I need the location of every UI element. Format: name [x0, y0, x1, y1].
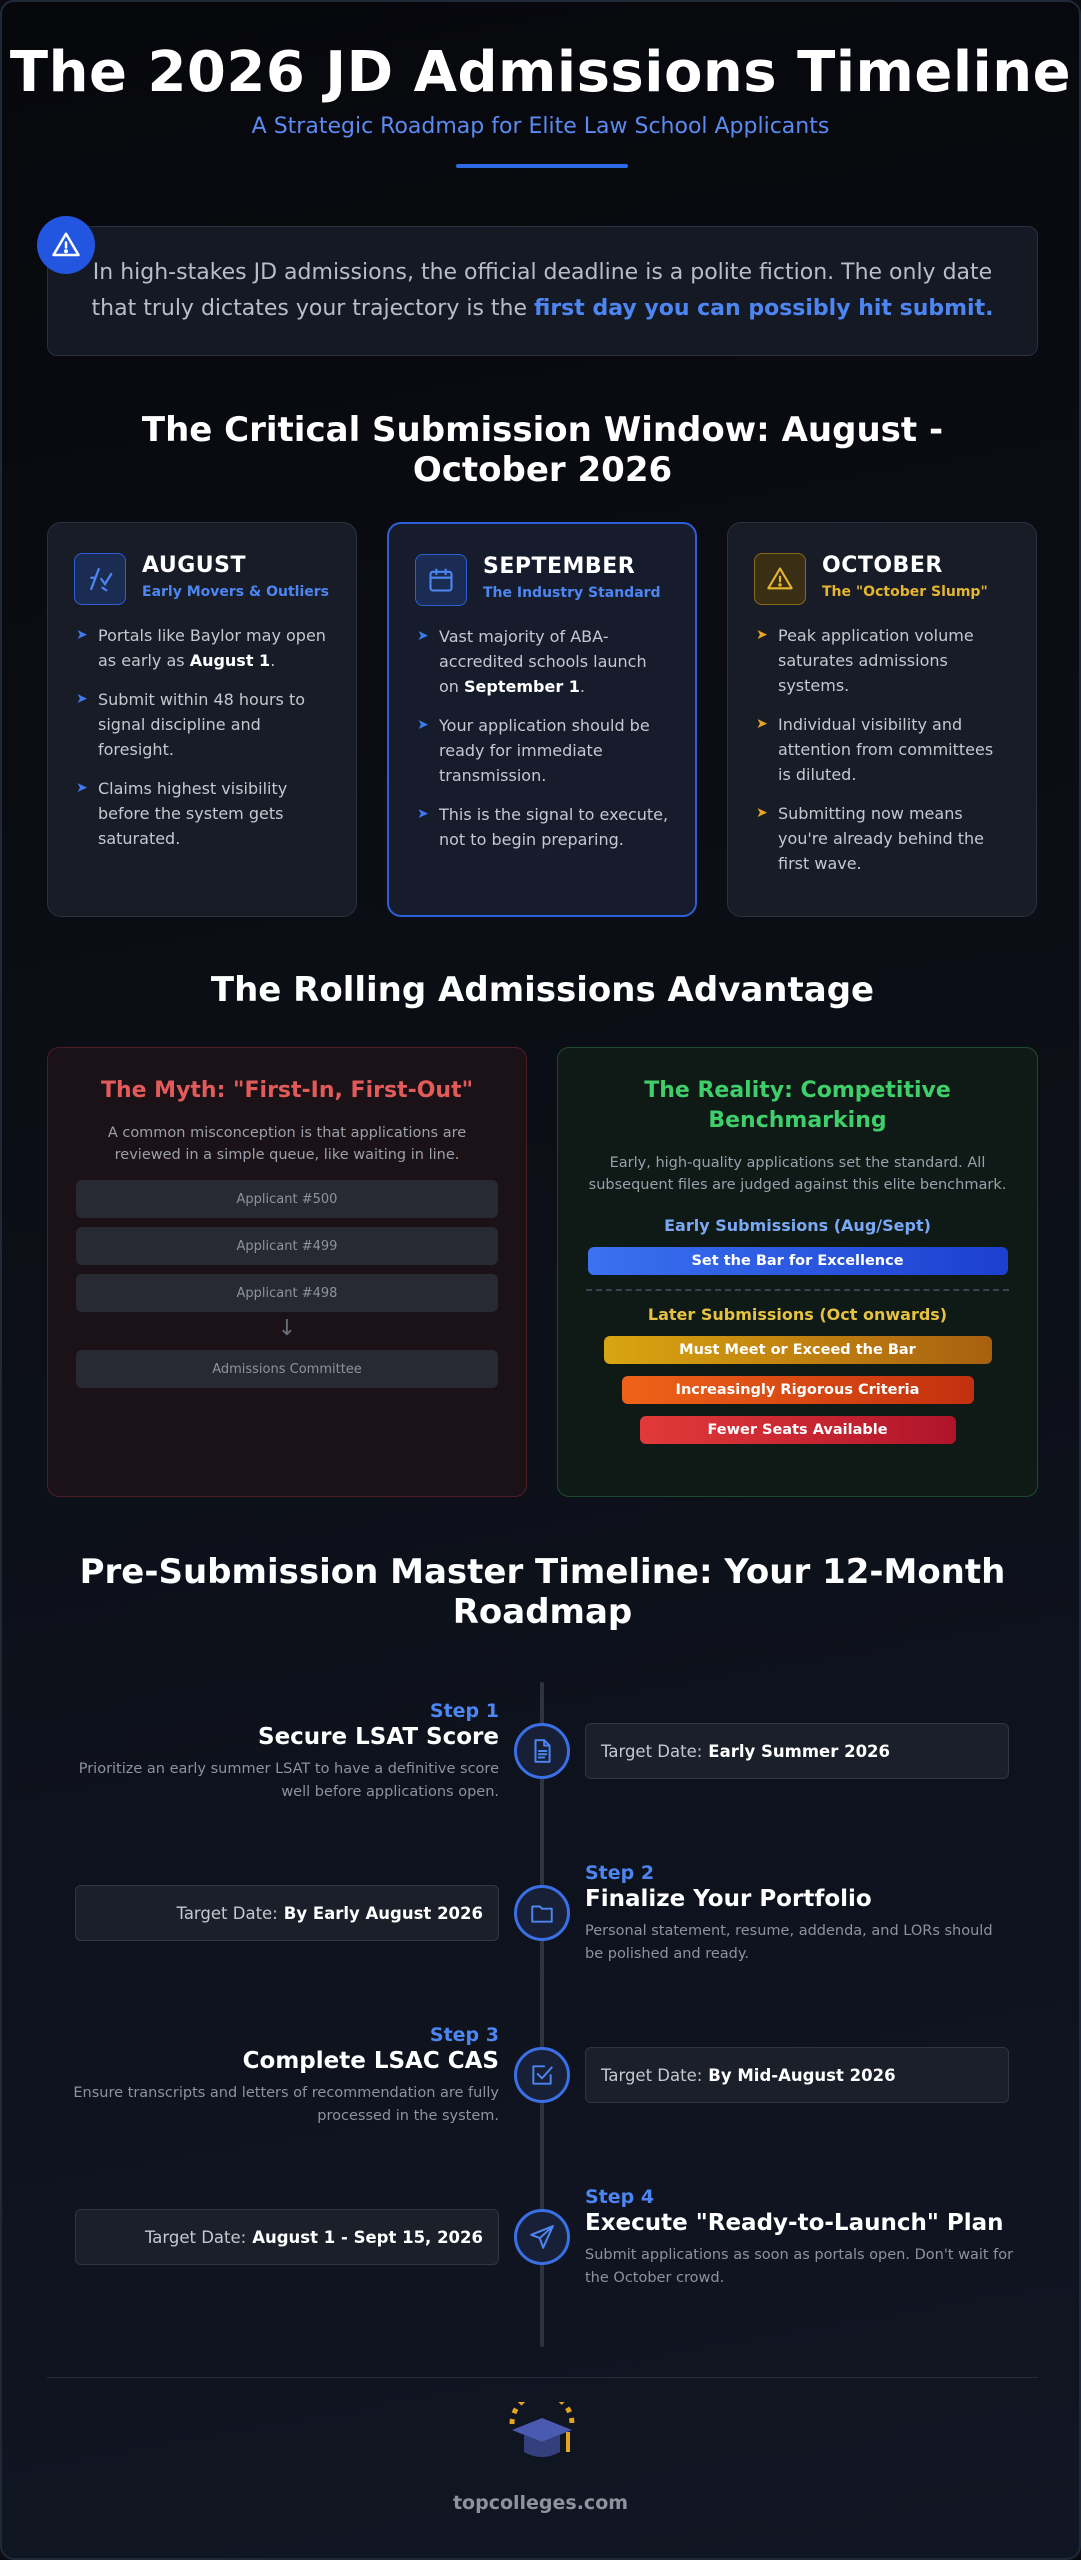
list-item: ➤ This is the signal to execute, not to begin preparing. — [415, 802, 669, 852]
target-date: Target Date: Early Summer 2026 — [585, 1723, 1009, 1779]
chevron-right-icon: ➤ — [417, 717, 429, 733]
chevron-right-icon: ➤ — [756, 805, 768, 821]
target-date: Target Date: August 1 - Sept 15, 2026 — [75, 2209, 499, 2265]
step-number: Step 2 — [585, 1862, 655, 1884]
timeline-step-2 — [585, 1862, 1015, 1966]
footer-divider — [47, 2377, 1038, 2378]
card-tag: Early Movers & Outliers — [142, 584, 329, 600]
myth-description: A common misconception is that applications are reviewed in a simple queue, like waiting in line. — [107, 1125, 467, 1163]
document-icon — [514, 1723, 570, 1779]
card-month: SEPTEMBER — [483, 554, 636, 579]
step-number: Step 4 — [585, 2186, 655, 2208]
card-october — [727, 522, 1037, 917]
myth-panel — [47, 1047, 527, 1497]
chevron-right-icon: ➤ — [76, 627, 88, 643]
step-description: Personal statement, resume, addenda, and LORs should be polished and ready. — [585, 1923, 993, 1962]
card-tag: The Industry Standard — [483, 585, 661, 601]
queue-item: Applicant #498 — [76, 1274, 498, 1312]
early-submissions-heading: Early Submissions (Aug/Sept) — [664, 1216, 931, 1235]
step-title: Complete LSAC CAS — [242, 2048, 499, 2074]
list-item: ➤ Your application should be ready for immediate transmission. — [415, 713, 669, 788]
list-item: ➤ Portals like Baylor may open as early as August 1. — [74, 623, 330, 673]
chevron-right-icon: ➤ — [417, 628, 429, 644]
step-number: Step 3 — [429, 2024, 499, 2046]
arrow-down-icon: ↓ — [277, 1316, 297, 1341]
warning-icon — [754, 553, 806, 605]
divider — [586, 1289, 1009, 1291]
chevron-right-icon: ➤ — [76, 780, 88, 796]
later-submissions-heading: Later Submissions (Oct onwards) — [647, 1305, 948, 1324]
later-bar: Fewer Seats Available — [640, 1416, 956, 1444]
page-subtitle: A Strategic Roadmap for Elite Law School Applicants — [251, 114, 830, 139]
calendar-icon — [415, 554, 467, 606]
card-tag: The "October Slump" — [822, 584, 988, 600]
list-item: ➤ Individual visibility and attention from committees is diluted. — [754, 712, 1010, 787]
target-date: Target Date: By Early August 2026 — [75, 1885, 499, 1941]
step-description: Ensure transcripts and letters of recommendation are fully processed in the system. — [73, 2085, 499, 2124]
reality-panel — [557, 1047, 1038, 1497]
rolling-section-title: The Rolling Admissions Advantage — [210, 970, 875, 1010]
reality-title: The Reality: Competitive Benchmarking — [644, 1078, 951, 1133]
folder-icon — [514, 1885, 570, 1941]
list-item: ➤ Peak application volume saturates admissions systems. — [754, 623, 1010, 698]
committee-box: Admissions Committee — [76, 1350, 498, 1388]
later-bar: Increasingly Rigorous Criteria — [622, 1376, 974, 1404]
list-item: ➤ Vast majority of ABA-accredited schools launch on September 1. — [415, 624, 669, 699]
myth-title: The Myth: "First-In, First-Out" — [100, 1078, 474, 1103]
trend-icon — [74, 553, 126, 605]
timeline-section-title: Pre-Submission Master Timeline: Your 12-Month Roadmap — [79, 1552, 1006, 1632]
step-description: Submit applications as soon as portals open. Don't wait for the October crowd. — [585, 2247, 1014, 2286]
chevron-right-icon: ➤ — [756, 716, 768, 732]
card-august — [47, 522, 357, 917]
queue-item: Applicant #499 — [76, 1227, 498, 1265]
card-month: AUGUST — [142, 553, 246, 578]
page-title: The 2026 JD Admissions Timeline — [9, 40, 1072, 105]
list-item: ➤ Claims highest visibility before the system gets saturated. — [74, 776, 330, 851]
queue-item: Applicant #500 — [76, 1180, 498, 1218]
checkbox-icon — [514, 2047, 570, 2103]
timeline-step-3 — [69, 2024, 499, 2128]
title-underline — [456, 164, 628, 168]
graduation-cap-logo-icon — [502, 2402, 582, 2472]
chevron-right-icon: ➤ — [756, 627, 768, 643]
step-title: Finalize Your Portfolio — [585, 1886, 872, 1912]
reality-description: Early, high-quality applications set the standard. All subsequent files are judged against this elite benchmark. — [588, 1155, 1007, 1193]
step-title: Execute "Ready-to-Launch" Plan — [585, 2210, 1004, 2236]
step-description: Prioritize an early summer LSAT to have a definitive score well before applications open. — [78, 1761, 499, 1800]
timeline-step-1 — [69, 1700, 499, 1804]
intro-highlight: first day you can possibly hit submit. — [534, 296, 994, 321]
chevron-right-icon: ➤ — [76, 691, 88, 707]
send-icon — [514, 2209, 570, 2265]
card-september — [387, 522, 697, 917]
list-item: ➤ Submit within 48 hours to signal discipline and foresight. — [74, 687, 330, 762]
list-item: ➤ Submitting now means you're already behind the first wave. — [754, 801, 1010, 876]
window-section-title: The Critical Submission Window: August - October 2026 — [141, 410, 944, 490]
timeline-step-4 — [585, 2186, 1015, 2290]
chevron-right-icon: ➤ — [417, 806, 429, 822]
early-bar: Set the Bar for Excellence — [588, 1247, 1008, 1275]
step-title: Secure LSAT Score — [258, 1724, 499, 1750]
footer-site: topcolleges.com — [452, 2492, 629, 2514]
intro-callout — [47, 226, 1038, 356]
target-date: Target Date: By Mid-August 2026 — [585, 2047, 1009, 2103]
step-number: Step 1 — [429, 1700, 499, 1722]
intro-text: In high-stakes JD admissions, the official deadline is a polite fiction. The only date that truly dictates your trajectory is the — [91, 260, 993, 321]
later-bar: Must Meet or Exceed the Bar — [604, 1336, 992, 1364]
card-month: OCTOBER — [822, 553, 943, 578]
warning-icon — [37, 216, 95, 274]
